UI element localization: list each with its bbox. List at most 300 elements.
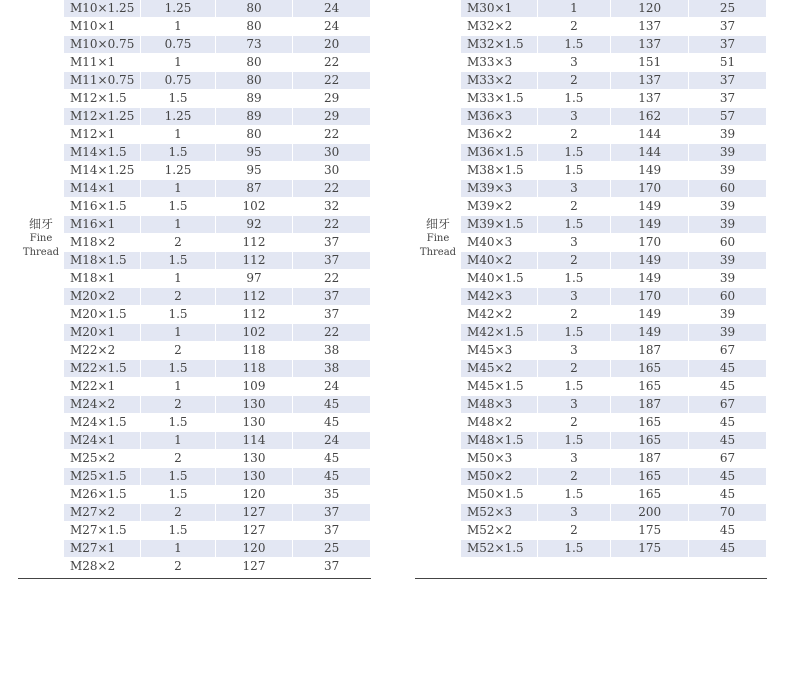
table-row: [461, 504, 767, 522]
table-row: [461, 126, 767, 144]
thread-spec-cell: M36×2: [461, 126, 538, 144]
thread-spec-cell: M36×1.5: [461, 144, 538, 162]
table-row: [64, 486, 371, 504]
table-row: [461, 54, 767, 72]
length-cell: 89: [216, 90, 294, 108]
length-cell: 130: [216, 414, 294, 432]
thread-spec-cell: M30×1: [461, 0, 538, 18]
length-cell: 170: [611, 180, 689, 198]
pitch-cell: 2: [141, 558, 215, 576]
dimension-cell: 20: [293, 36, 371, 54]
table-row: [461, 270, 767, 288]
pitch-cell: 1.25: [141, 108, 215, 126]
table-row: [64, 126, 371, 144]
thread-spec-cell: M42×1.5: [461, 324, 538, 342]
dimension-cell: 38: [293, 360, 371, 378]
length-cell: 151: [611, 54, 689, 72]
thread-spec-cell: M22×1.5: [64, 360, 141, 378]
length-cell: 149: [611, 270, 689, 288]
length-cell: 80: [216, 0, 294, 18]
table-row: [64, 468, 371, 486]
dimension-cell: 45: [293, 468, 371, 486]
pitch-cell: 1.5: [141, 522, 215, 540]
dimension-cell: 39: [689, 324, 767, 342]
thread-spec-cell: M50×1.5: [461, 486, 538, 504]
dimension-cell: 57: [689, 108, 767, 126]
right-category-label: [415, 216, 461, 259]
thread-spec-cell: M45×3: [461, 342, 538, 360]
dimension-cell: 37: [293, 504, 371, 522]
pitch-cell: 1.5: [538, 162, 612, 180]
length-cell: 144: [611, 144, 689, 162]
dimension-cell: 37: [689, 90, 767, 108]
length-cell: 144: [611, 126, 689, 144]
pitch-cell: 1.5: [538, 36, 612, 54]
pitch-cell: 1.5: [141, 306, 215, 324]
pitch-cell: 1.5: [141, 90, 215, 108]
thread-spec-cell: M40×3: [461, 234, 538, 252]
thread-spec-cell: M52×3: [461, 504, 538, 522]
thread-spec-cell: M26×1.5: [64, 486, 141, 504]
dimension-cell: 37: [689, 72, 767, 90]
dimension-cell: 60: [689, 180, 767, 198]
thread-spec-cell: M14×1: [64, 180, 141, 198]
pitch-cell: 1.5: [538, 270, 612, 288]
length-cell: 137: [611, 18, 689, 36]
length-cell: 149: [611, 306, 689, 324]
table-row: [64, 144, 371, 162]
dimension-cell: 39: [689, 306, 767, 324]
length-cell: 127: [216, 558, 294, 576]
pitch-cell: 1.5: [141, 360, 215, 378]
length-cell: 137: [611, 36, 689, 54]
thread-spec-cell: M48×2: [461, 414, 538, 432]
right-thread-table: [461, 0, 767, 558]
thread-spec-cell: M10×0.75: [64, 36, 141, 54]
length-cell: 95: [216, 162, 294, 180]
dimension-cell: 22: [293, 324, 371, 342]
length-cell: 80: [216, 18, 294, 36]
dimension-cell: 29: [293, 108, 371, 126]
table-row: [461, 468, 767, 486]
pitch-cell: 2: [538, 414, 612, 432]
dimension-cell: 39: [689, 162, 767, 180]
dimension-cell: 37: [293, 306, 371, 324]
table-row: [64, 216, 371, 234]
length-cell: 95: [216, 144, 294, 162]
length-cell: 89: [216, 108, 294, 126]
length-cell: 149: [611, 162, 689, 180]
dimension-cell: 45: [689, 486, 767, 504]
table-row: [461, 288, 767, 306]
dimension-cell: 38: [293, 342, 371, 360]
pitch-cell: 2: [538, 252, 612, 270]
length-cell: 102: [216, 324, 294, 342]
dimension-cell: 39: [689, 144, 767, 162]
length-cell: 97: [216, 270, 294, 288]
length-cell: 149: [611, 324, 689, 342]
thread-spec-cell: M42×2: [461, 306, 538, 324]
thread-spec-cell: M27×1.5: [64, 522, 141, 540]
right-category-cn: 细牙: [425, 217, 450, 231]
left-category-en-1: Fine: [29, 233, 53, 245]
left-category-label: [18, 216, 64, 259]
pitch-cell: 1: [141, 18, 215, 36]
length-cell: 149: [611, 216, 689, 234]
pitch-cell: 1.5: [538, 432, 612, 450]
dimension-cell: 24: [293, 378, 371, 396]
table-row: [461, 108, 767, 126]
left-bottom-rule: [18, 578, 371, 579]
table-row: [461, 360, 767, 378]
dimension-cell: 45: [689, 522, 767, 540]
pitch-cell: 2: [141, 342, 215, 360]
length-cell: 130: [216, 396, 294, 414]
table-row: [461, 72, 767, 90]
table-row: [64, 108, 371, 126]
table-row: [461, 216, 767, 234]
table-row: [461, 36, 767, 54]
pitch-cell: 1.5: [538, 144, 612, 162]
thread-spec-cell: M12×1.25: [64, 108, 141, 126]
pitch-cell: 3: [538, 396, 612, 414]
thread-spec-cell: M11×1: [64, 54, 141, 72]
dimension-cell: 45: [293, 414, 371, 432]
thread-spec-cell: M25×2: [64, 450, 141, 468]
table-row: [461, 0, 767, 18]
thread-spec-cell: M20×1.5: [64, 306, 141, 324]
table-row: [461, 522, 767, 540]
pitch-cell: 2: [538, 306, 612, 324]
pitch-cell: 0.75: [141, 72, 215, 90]
pitch-cell: 1: [141, 378, 215, 396]
dimension-cell: 45: [689, 414, 767, 432]
pitch-cell: 1: [141, 216, 215, 234]
length-cell: 130: [216, 450, 294, 468]
dimension-cell: 24: [293, 0, 371, 18]
dimension-cell: 60: [689, 234, 767, 252]
dimension-cell: 37: [293, 522, 371, 540]
length-cell: 112: [216, 288, 294, 306]
thread-spec-cell: M50×2: [461, 468, 538, 486]
right-category-en-1: Fine: [426, 233, 450, 245]
thread-spec-cell: M33×2: [461, 72, 538, 90]
thread-spec-cell: M11×0.75: [64, 72, 141, 90]
length-cell: 165: [611, 360, 689, 378]
pitch-cell: 2: [141, 234, 215, 252]
dimension-cell: 45: [689, 360, 767, 378]
thread-spec-cell: M20×2: [64, 288, 141, 306]
thread-spec-cell: M27×2: [64, 504, 141, 522]
dimension-cell: 51: [689, 54, 767, 72]
pitch-cell: 2: [538, 468, 612, 486]
length-cell: 137: [611, 72, 689, 90]
table-row: [461, 180, 767, 198]
dimension-cell: 24: [293, 432, 371, 450]
length-cell: 87: [216, 180, 294, 198]
dimension-cell: 45: [293, 450, 371, 468]
thread-spec-cell: M12×1: [64, 126, 141, 144]
table-row: [64, 18, 371, 36]
dimension-cell: 37: [293, 252, 371, 270]
thread-spec-cell: M24×1.5: [64, 414, 141, 432]
dimension-cell: 37: [293, 234, 371, 252]
dimension-cell: 70: [689, 504, 767, 522]
table-row: [461, 198, 767, 216]
length-cell: 165: [611, 468, 689, 486]
dimension-cell: 45: [293, 396, 371, 414]
thread-spec-cell: M42×3: [461, 288, 538, 306]
length-cell: 175: [611, 540, 689, 558]
thread-spec-cell: M40×1.5: [461, 270, 538, 288]
length-cell: 92: [216, 216, 294, 234]
pitch-cell: 1.5: [141, 414, 215, 432]
pitch-cell: 2: [538, 18, 612, 36]
dimension-cell: 22: [293, 270, 371, 288]
right-category-en-2: Thread: [419, 246, 457, 258]
length-cell: 200: [611, 504, 689, 522]
dimension-cell: 39: [689, 198, 767, 216]
thread-spec-cell: M18×2: [64, 234, 141, 252]
table-row: [64, 36, 371, 54]
pitch-cell: 3: [538, 504, 612, 522]
thread-spec-cell: M33×3: [461, 54, 538, 72]
dimension-cell: 25: [689, 0, 767, 18]
dimension-cell: 22: [293, 72, 371, 90]
pitch-cell: 1.5: [141, 144, 215, 162]
length-cell: 112: [216, 234, 294, 252]
dimension-cell: 39: [689, 216, 767, 234]
length-cell: 80: [216, 72, 294, 90]
table-row: [461, 432, 767, 450]
table-row: [64, 324, 371, 342]
thread-spec-cell: M10×1: [64, 18, 141, 36]
length-cell: 120: [216, 486, 294, 504]
pitch-cell: 3: [538, 54, 612, 72]
thread-spec-cell: M52×1.5: [461, 540, 538, 558]
table-row: [64, 0, 371, 18]
pitch-cell: 1.5: [538, 540, 612, 558]
length-cell: 127: [216, 522, 294, 540]
pitch-cell: 1.5: [538, 378, 612, 396]
length-cell: 137: [611, 90, 689, 108]
dimension-cell: 60: [689, 288, 767, 306]
thread-spec-cell: M14×1.5: [64, 144, 141, 162]
thread-spec-cell: M24×1: [64, 432, 141, 450]
thread-spec-cell: M24×2: [64, 396, 141, 414]
pitch-cell: 1.5: [538, 90, 612, 108]
thread-spec-cell: M48×3: [461, 396, 538, 414]
table-row: [64, 72, 371, 90]
length-cell: 170: [611, 288, 689, 306]
pitch-cell: 3: [538, 288, 612, 306]
length-cell: 165: [611, 414, 689, 432]
dimension-cell: 37: [689, 36, 767, 54]
length-cell: 109: [216, 378, 294, 396]
pitch-cell: 3: [538, 342, 612, 360]
pitch-cell: 1.5: [538, 486, 612, 504]
pitch-cell: 1: [141, 540, 215, 558]
dimension-cell: 37: [689, 18, 767, 36]
dimension-cell: 39: [689, 270, 767, 288]
thread-spec-cell: M32×2: [461, 18, 538, 36]
length-cell: 127: [216, 504, 294, 522]
table-row: [64, 342, 371, 360]
table-row: [64, 414, 371, 432]
dimension-cell: 45: [689, 432, 767, 450]
pitch-cell: 1: [141, 180, 215, 198]
dimension-cell: 32: [293, 198, 371, 216]
pitch-cell: 2: [538, 198, 612, 216]
thread-spec-cell: M16×1: [64, 216, 141, 234]
table-row: [64, 306, 371, 324]
table-row: [461, 144, 767, 162]
table-row: [64, 396, 371, 414]
table-row: [461, 234, 767, 252]
thread-spec-cell: M28×2: [64, 558, 141, 576]
table-row: [64, 450, 371, 468]
thread-spec-cell: M16×1.5: [64, 198, 141, 216]
table-row: [461, 324, 767, 342]
table-row: [461, 306, 767, 324]
pitch-cell: 1.5: [538, 216, 612, 234]
pitch-cell: 2: [538, 360, 612, 378]
pitch-cell: 2: [141, 504, 215, 522]
thread-spec-cell: M50×3: [461, 450, 538, 468]
pitch-cell: 2: [538, 126, 612, 144]
thread-spec-cell: M22×2: [64, 342, 141, 360]
thread-spec-cell: M22×1: [64, 378, 141, 396]
pitch-cell: 1: [538, 0, 612, 18]
table-row: [64, 234, 371, 252]
dimension-cell: 25: [293, 540, 371, 558]
pitch-cell: 1.25: [141, 0, 215, 18]
table-row: [461, 396, 767, 414]
dimension-cell: 22: [293, 54, 371, 72]
dimension-cell: 30: [293, 144, 371, 162]
table-row: [461, 252, 767, 270]
table-row: [64, 360, 371, 378]
thread-spec-cell: M33×1.5: [461, 90, 538, 108]
thread-spec-cell: M10×1.25: [64, 0, 141, 18]
dimension-cell: 22: [293, 216, 371, 234]
dimension-cell: 39: [689, 252, 767, 270]
length-cell: 112: [216, 306, 294, 324]
pitch-cell: 1.25: [141, 162, 215, 180]
table-row: [64, 162, 371, 180]
length-cell: 80: [216, 126, 294, 144]
length-cell: 165: [611, 432, 689, 450]
left-thread-table: [64, 0, 371, 576]
dimension-cell: 45: [689, 468, 767, 486]
length-cell: 165: [611, 486, 689, 504]
table-row: [461, 414, 767, 432]
thread-spec-cell: M20×1: [64, 324, 141, 342]
dimension-cell: 39: [689, 126, 767, 144]
pitch-cell: 1: [141, 126, 215, 144]
dimension-cell: 30: [293, 162, 371, 180]
length-cell: 112: [216, 252, 294, 270]
length-cell: 175: [611, 522, 689, 540]
length-cell: 187: [611, 450, 689, 468]
pitch-cell: 1.5: [538, 324, 612, 342]
pitch-cell: 3: [538, 450, 612, 468]
table-row: [64, 522, 371, 540]
thread-spec-cell: M52×2: [461, 522, 538, 540]
pitch-cell: 0.75: [141, 36, 215, 54]
right-bottom-rule: [415, 578, 767, 579]
length-cell: 187: [611, 396, 689, 414]
length-cell: 80: [216, 54, 294, 72]
length-cell: 170: [611, 234, 689, 252]
table-row: [64, 180, 371, 198]
dimension-cell: 22: [293, 180, 371, 198]
length-cell: 162: [611, 108, 689, 126]
thread-spec-cell: M39×2: [461, 198, 538, 216]
length-cell: 165: [611, 378, 689, 396]
dimension-cell: 37: [293, 558, 371, 576]
pitch-cell: 1.5: [141, 252, 215, 270]
left-category-cn: 细牙: [28, 217, 53, 231]
pitch-cell: 2: [141, 396, 215, 414]
thread-spec-cell: M40×2: [461, 252, 538, 270]
pitch-cell: 2: [538, 522, 612, 540]
table-row: [64, 54, 371, 72]
thread-spec-cell: M39×1.5: [461, 216, 538, 234]
length-cell: 120: [216, 540, 294, 558]
table-row: [64, 378, 371, 396]
dimension-cell: 45: [689, 540, 767, 558]
thread-spec-cell: M45×2: [461, 360, 538, 378]
dimension-cell: 67: [689, 342, 767, 360]
length-cell: 118: [216, 342, 294, 360]
pitch-cell: 1.5: [141, 468, 215, 486]
pitch-cell: 1: [141, 432, 215, 450]
length-cell: 120: [611, 0, 689, 18]
thread-spec-cell: M25×1.5: [64, 468, 141, 486]
dimension-cell: 45: [689, 378, 767, 396]
table-row: [64, 558, 371, 576]
pitch-cell: 1: [141, 54, 215, 72]
table-row: [64, 432, 371, 450]
dimension-cell: 29: [293, 90, 371, 108]
thread-spec-cell: M45×1.5: [461, 378, 538, 396]
length-cell: 73: [216, 36, 294, 54]
table-row: [461, 18, 767, 36]
table-row: [64, 288, 371, 306]
thread-spec-cell: M27×1: [64, 540, 141, 558]
thread-spec-cell: M39×3: [461, 180, 538, 198]
table-row: [461, 162, 767, 180]
pitch-cell: 2: [141, 288, 215, 306]
table-row: [64, 540, 371, 558]
table-row: [461, 342, 767, 360]
pitch-cell: 1.5: [141, 198, 215, 216]
dimension-cell: 22: [293, 126, 371, 144]
pitch-cell: 1: [141, 324, 215, 342]
dimension-cell: 35: [293, 486, 371, 504]
length-cell: 102: [216, 198, 294, 216]
length-cell: 149: [611, 252, 689, 270]
dimension-cell: 24: [293, 18, 371, 36]
dimension-cell: 67: [689, 450, 767, 468]
pitch-cell: 3: [538, 180, 612, 198]
table-row: [64, 198, 371, 216]
table-row: [64, 504, 371, 522]
table-row: [461, 90, 767, 108]
pitch-cell: 1: [141, 270, 215, 288]
thread-spec-cell: M14×1.25: [64, 162, 141, 180]
